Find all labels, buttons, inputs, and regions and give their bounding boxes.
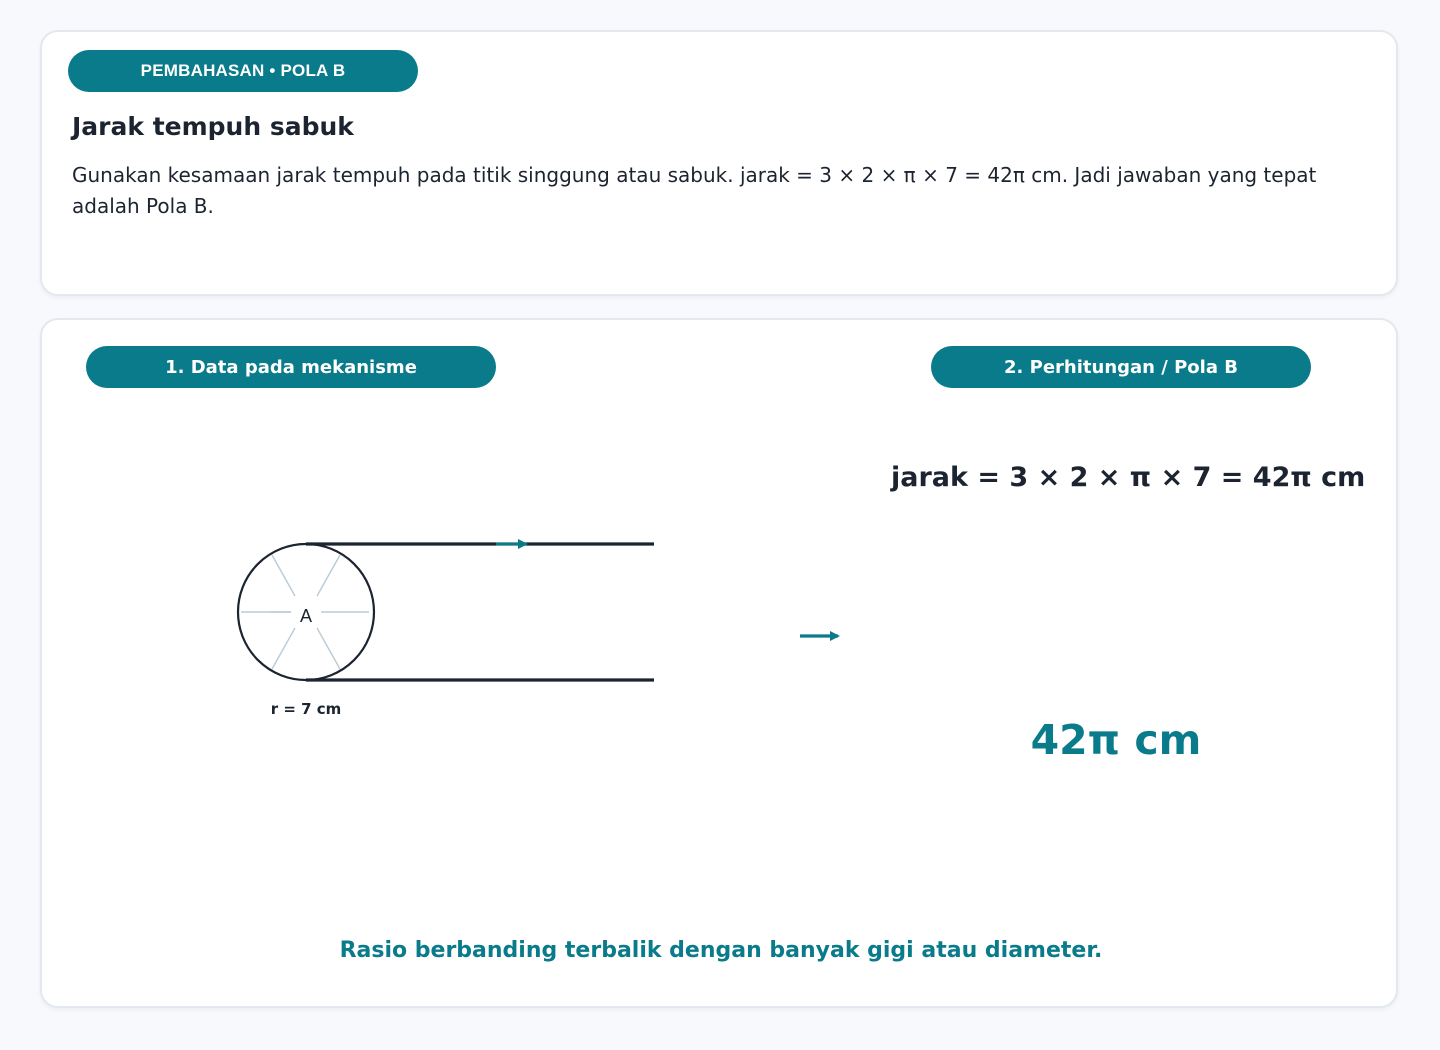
- spoke: [317, 628, 340, 669]
- ratio-note: Rasio berbanding terbalik dengan banyak gigi atau diameter.: [339, 938, 1103, 963]
- explanation-title: Jarak tempuh sabuk: [72, 112, 354, 141]
- distance-formula: jarak = 3 × 2 × π × 7 = 42π cm: [891, 462, 1366, 493]
- belt-pulley-diagram: [42, 320, 1400, 1010]
- step-1-label: 1. Data pada mekanisme: [86, 346, 496, 388]
- spoke: [317, 555, 340, 596]
- spoke: [272, 628, 295, 669]
- solution-card: [40, 318, 1398, 1008]
- pulley-label: A: [299, 606, 313, 626]
- radius-label: r = 7 cm: [270, 700, 342, 718]
- spoke: [272, 555, 295, 596]
- distance-result: 42π cm: [1030, 716, 1202, 764]
- step-2-label: 2. Perhitungan / Pola B: [931, 346, 1311, 388]
- explanation-text: Gunakan kesamaan jarak tempuh pada titik singgung atau sabuk. jarak = 3 × 2 × π × 7 = 42π cm. Jadi jawaban yang tepat adalah Pola B.: [72, 163, 1317, 218]
- explanation-card: [40, 30, 1398, 296]
- explanation-tag: PEMBAHASAN • POLA B: [68, 50, 418, 92]
